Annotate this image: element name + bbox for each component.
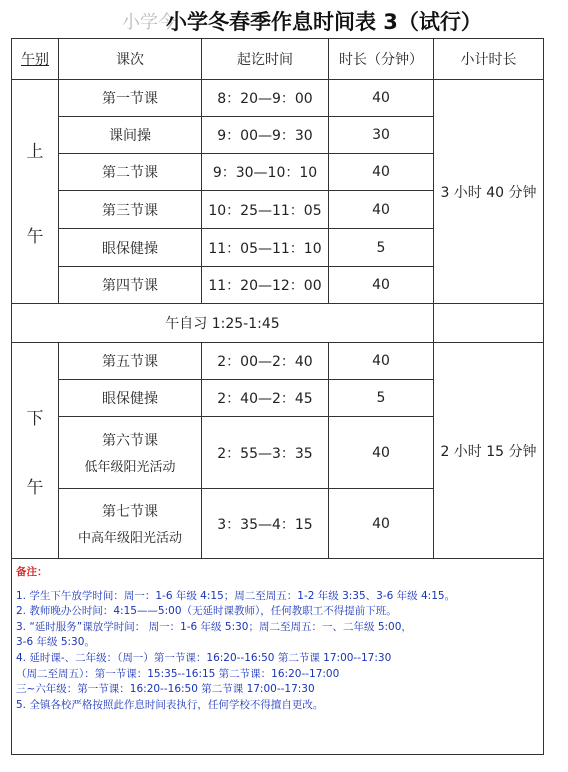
class-name: 眼保健操 bbox=[59, 380, 202, 417]
class-minutes: 30 bbox=[329, 117, 434, 154]
period-morning: 上 午 bbox=[12, 80, 59, 304]
notes-row bbox=[12, 559, 544, 755]
class-activity: 低年级阳光活动 bbox=[84, 460, 176, 475]
noon-empty-cell bbox=[434, 304, 544, 343]
class-time: 8：20—9：00 bbox=[202, 80, 329, 117]
header-time: 起讫时间 bbox=[202, 39, 329, 80]
class-minutes: 40 bbox=[329, 80, 434, 117]
title-prefix: 小学今 bbox=[122, 12, 176, 33]
note-line: 3. “延时服务”课放学时间： 周一：1-6 年级 5:30；周二至周五：一、二年级 5:00， bbox=[16, 620, 412, 633]
class-time: 2：40—2：45 bbox=[202, 380, 329, 417]
noon-row bbox=[12, 304, 544, 343]
class-minutes: 40 bbox=[329, 417, 434, 489]
class-minutes: 40 bbox=[329, 191, 434, 229]
class-name-cell bbox=[59, 489, 202, 559]
header-period: 午别 bbox=[12, 39, 59, 80]
class-name: 第三节课 bbox=[59, 191, 202, 229]
note-line: 2. 教师晚办公时间：4:15——5:00（无延时课教师），任何教职工不得提前下班。 bbox=[16, 605, 397, 618]
class-time: 11：20—12：00 bbox=[202, 267, 329, 304]
notes-cell bbox=[12, 559, 544, 755]
class-time: 11：05—11：10 bbox=[202, 229, 329, 267]
note-line: 1. 学生下午放学时间：周一：1-6 年级 4:15；周二至周五：1-2 年级 3:35、3-6 年级 4:15。 bbox=[16, 589, 456, 602]
afternoon-subtotal: 2 小时 15 分钟 bbox=[434, 343, 544, 559]
class-name: 第一节课 bbox=[59, 80, 202, 117]
class-name: 课间操 bbox=[59, 117, 202, 154]
notes-title: 备注： bbox=[16, 566, 48, 578]
class-time: 9：30—10：10 bbox=[202, 154, 329, 191]
class-name-cell bbox=[59, 417, 202, 489]
note-line: 4. 延时课-、二年级：（周一）第一节课：16:20--16:50 第二节课 17:00--17:30 bbox=[16, 651, 392, 664]
class-time: 2：55—3：35 bbox=[202, 417, 329, 489]
header-row bbox=[12, 39, 544, 80]
table-row bbox=[12, 343, 544, 380]
header-minutes: 时长（分钟） bbox=[329, 39, 434, 80]
morning-subtotal: 3 小时 40 分钟 bbox=[434, 80, 544, 304]
class-name: 第四节课 bbox=[59, 267, 202, 304]
class-minutes: 40 bbox=[329, 267, 434, 304]
period-afternoon: 下 午 bbox=[12, 343, 59, 559]
class-name: 第二节课 bbox=[59, 154, 202, 191]
class-name: 第七节课 bbox=[102, 504, 158, 520]
table-row bbox=[12, 80, 544, 117]
title-text: 小学冬春季作息时间表 3（试行） bbox=[166, 10, 482, 34]
class-minutes: 40 bbox=[329, 154, 434, 191]
header-class: 课次 bbox=[59, 39, 202, 80]
class-minutes: 5 bbox=[329, 380, 434, 417]
note-line: （周二至周五）：第一节课：15:35--16:15 第二节课：16:20--17:00 bbox=[16, 667, 340, 680]
class-time: 2：00—2：40 bbox=[202, 343, 329, 380]
class-time: 10：25—11：05 bbox=[202, 191, 329, 229]
class-time: 3：35—4：15 bbox=[202, 489, 329, 559]
class-name: 第六节课 bbox=[102, 433, 158, 449]
note-line: 3-6 年级 5:30。 bbox=[16, 636, 95, 649]
schedule-table bbox=[11, 38, 544, 755]
noon-study: 午自习 1:25-1:45 bbox=[12, 304, 434, 343]
note-line: 5. 全镇各校严格按照此作息时间表执行，任何学校不得擅自更改。 bbox=[16, 698, 324, 711]
class-minutes: 5 bbox=[329, 229, 434, 267]
class-name: 眼保健操 bbox=[59, 229, 202, 267]
page-title bbox=[0, 4, 568, 34]
class-time: 9：00—9：30 bbox=[202, 117, 329, 154]
class-minutes: 40 bbox=[329, 343, 434, 380]
note-line: 三~六年级：第一节课：16:20--16:50 第二节课 17:00--17:30 bbox=[16, 683, 315, 696]
class-activity: 中高年级阳光活动 bbox=[77, 531, 182, 546]
header-subtotal: 小计时长 bbox=[434, 39, 544, 80]
class-name: 第五节课 bbox=[59, 343, 202, 380]
class-minutes: 40 bbox=[329, 489, 434, 559]
